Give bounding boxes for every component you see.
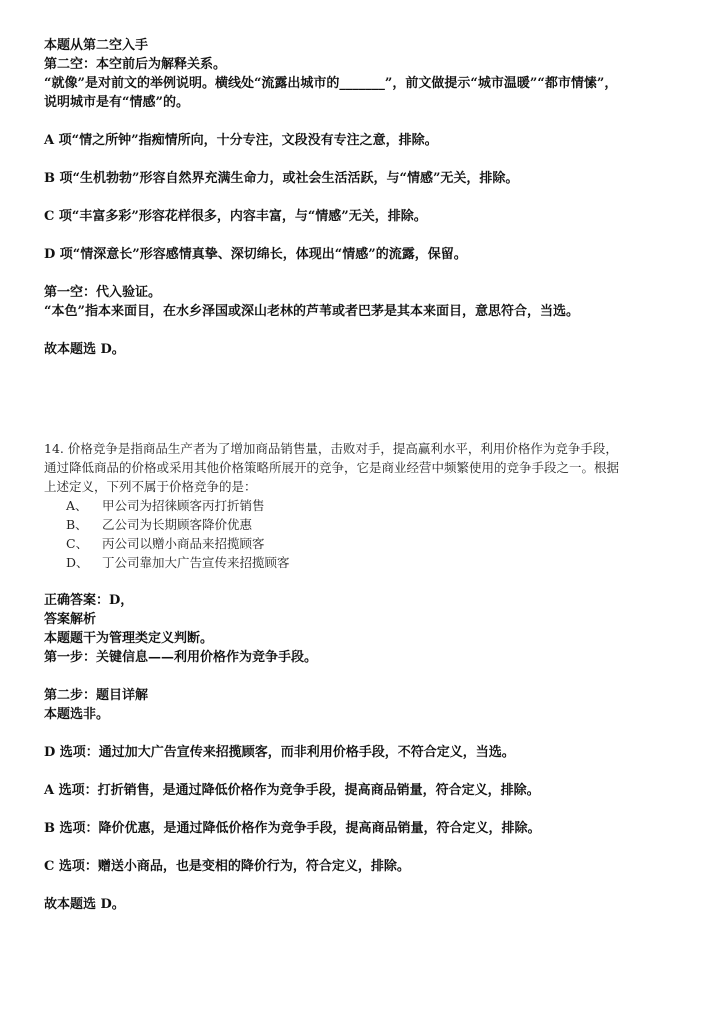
b-option-analysis: B 选项：降价优惠，是通过降低价格作为竞争手段，提高商品销量，符合定义，排除。 — [44, 821, 541, 836]
option-d-analysis: D 项“情深意长”形容感情真挚、深切绵长，体现出“情感”的流露，保留。 — [44, 247, 467, 262]
analysis-line: 本题从第二空入手 — [44, 38, 149, 53]
question-option: C、 丙公司以赠小商品来招揽顾客 — [66, 536, 265, 551]
step2-intro: 本题选非。 — [44, 707, 110, 722]
document-page — [44, 36, 708, 914]
question-stem-line: 14. 价格竞争是指商品生产者为了增加商品销售量，击败对手，提高赢利水平，利用价格作为竞争手段， — [44, 441, 618, 456]
a-option-analysis: A 选项：打折销售，是通过降低价格作为竞争手段，提高商品销量，符合定义，排除。 — [44, 783, 540, 798]
analysis-line: 说明城市是有“情感”的。 — [44, 95, 189, 110]
question-option: D、 丁公司靠加大广告宣传来招揽顾客 — [66, 555, 290, 570]
step1-line: 第一步：关键信息——利用价格作为竞争手段。 — [44, 650, 318, 665]
question-stem-line: 上述定义，下列不属于价格竞争的是： — [44, 479, 257, 494]
analysis-line: “就像”是对前文的举例说明。横线处“流露出城市的_______”，前文做提示“城市温暖”“都市情愫”， — [44, 76, 618, 91]
question-stem-line: 通过降低商品的价格或采用其他价格策略所展开的竞争，它是商业经营中频繁使用的竞争手段之一。根据 — [44, 460, 620, 475]
correct-answer: 正确答案：D， — [44, 593, 134, 608]
analysis-line: 第二空：本空前后为解释关系。 — [44, 57, 227, 72]
first-blank-line: “本色”指本来面目，在水乡泽国或深山老林的芦苇或者巴茅是其本来面目，意思符合，当选。 — [44, 304, 579, 319]
prev-conclusion: 故本题选 D。 — [44, 342, 125, 357]
option-b-analysis: B 项“生机勃勃”形容自然界充满生命力，或社会生活活跃，与“情感”无关，排除。 — [44, 171, 519, 186]
option-a-analysis: A 项“情之所钟”指痴情所向，十分专注，文段没有专注之意，排除。 — [44, 133, 438, 148]
question-option: A、 甲公司为招徕顾客丙打折销售 — [66, 498, 265, 513]
question-type-line: 本题题干为管理类定义判断。 — [44, 631, 214, 646]
question-option: B、 乙公司为长期顾客降价优惠 — [66, 517, 253, 532]
answer-conclusion: 故本题选 D。 — [44, 897, 125, 912]
option-c-analysis: C 项“丰富多彩”形容花样很多，内容丰富，与“情感”无关，排除。 — [44, 209, 427, 224]
c-option-analysis: C 选项：赠送小商品，也是变相的降价行为，符合定义，排除。 — [44, 859, 410, 874]
analysis-title: 答案解析 — [44, 612, 97, 627]
first-blank-line: 第一空：代入验证。 — [44, 285, 162, 300]
d-option-analysis: D 选项：通过加大广告宣传来招揽顾客，而非利用价格手段，不符合定义，当选。 — [44, 745, 515, 760]
step2-title: 第二步：题目详解 — [44, 688, 149, 703]
